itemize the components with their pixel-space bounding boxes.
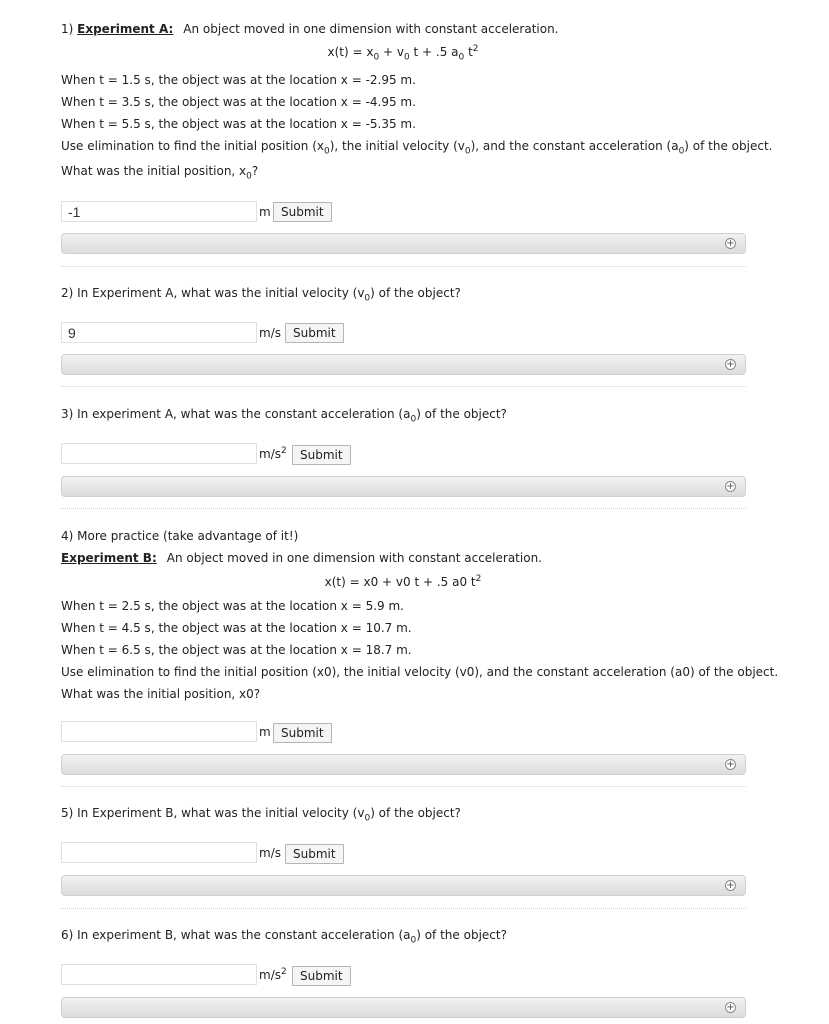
q4-unit: m: [259, 725, 271, 739]
q6-question: 6) In experiment B, what was the constant acceleration $(a_0)$ of the object?: [61, 928, 507, 946]
q4-question: What was the initial position, x0?: [61, 687, 261, 701]
q5-submit-button[interactable]: Submit: [285, 844, 344, 864]
q5-answer-input[interactable]: [61, 842, 257, 863]
q2-question: 2) In Experiment A, what was the initial velocity $(v_0)$ of the object?: [61, 286, 461, 304]
q1-question: What was the initial position, $x_0$?: [61, 164, 259, 182]
q4-intro-text: An object moved in one dimension with constant acceleration.: [166, 551, 542, 565]
q4-equation: x(t) = x0 + v0 t + .5 a0 $t^2$: [324, 574, 482, 589]
q4-heading: 4) More practice (take advantage of it!): [61, 529, 299, 543]
q4-observation: When t = 4.5 s, the object was at the location x = 10.7 m.: [61, 621, 412, 635]
q1-submit-button[interactable]: Submit: [273, 202, 332, 222]
plus-circle-icon[interactable]: +: [726, 1002, 735, 1013]
divider: [61, 386, 746, 387]
q1-instructions: Use elimination to find the initial position $(x_0)$, the initial velocity $(v_0)$, and the constant acceleration $(a_0)$ of the object.: [61, 139, 773, 157]
plus-circle-icon[interactable]: +: [726, 759, 735, 770]
q2-submit-button[interactable]: Submit: [285, 323, 344, 343]
q3-answer-input[interactable]: [61, 443, 257, 464]
divider: [61, 908, 746, 909]
q5-question: 5) In Experiment B, what was the initial velocity $(v_0)$ of the object?: [61, 806, 461, 824]
q1-equation: $x(t) = x_0 + v_0$ t + .5 $a_0$ $t^2$: [327, 44, 479, 63]
q6-answer-input[interactable]: [61, 964, 257, 985]
experiment-b-label: Experiment B:: [61, 551, 157, 565]
plus-circle-icon[interactable]: +: [726, 481, 735, 492]
q5-unit: m/s: [259, 846, 281, 860]
plus-circle-icon[interactable]: +: [726, 238, 735, 249]
q1-feedback-bar[interactable]: [61, 233, 746, 254]
q3-submit-button[interactable]: Submit: [292, 445, 351, 465]
q1-intro-text: An object moved in one dimension with constant acceleration.: [183, 22, 559, 36]
q2-feedback-bar[interactable]: [61, 354, 746, 375]
q6-submit-button[interactable]: Submit: [292, 966, 351, 986]
q4-observation: When t = 6.5 s, the object was at the location x = 18.7 m.: [61, 643, 412, 657]
divider: [61, 786, 746, 787]
experiment-a-label: Experiment A:: [77, 22, 174, 36]
divider: [61, 266, 746, 267]
q1-unit: m: [259, 205, 271, 219]
plus-circle-icon[interactable]: +: [726, 880, 735, 891]
q4-submit-button[interactable]: Submit: [273, 723, 332, 743]
q4-instructions: Use elimination to find the initial position (x0), the initial velocity (v0), and the constant acceleration (a0) of the object.: [61, 665, 779, 679]
q1-observation: When t = 3.5 s, the object was at the location x = -4.95 m.: [61, 95, 416, 109]
q2-unit: m/s: [259, 326, 281, 340]
q1-observation: When t = 5.5 s, the object was at the location x = -5.35 m.: [61, 117, 416, 131]
q3-feedback-bar[interactable]: [61, 476, 746, 497]
q1-intro: [61, 22, 559, 36]
q3-question: 3) In experiment A, what was the constant acceleration $(a_0)$ of the object?: [61, 407, 507, 425]
q2-answer-input[interactable]: [61, 322, 257, 343]
q1-number: 1): [61, 22, 74, 36]
q6-feedback-bar[interactable]: [61, 997, 746, 1018]
q1-answer-input[interactable]: [61, 201, 257, 222]
q4-intro: [61, 551, 542, 565]
plus-circle-icon[interactable]: +: [726, 359, 735, 370]
q1-observation: When t = 1.5 s, the object was at the location x = -2.95 m.: [61, 73, 416, 87]
q4-answer-input[interactable]: [61, 721, 257, 742]
q3-unit: $m/s^2$: [259, 446, 287, 461]
q4-observation: When t = 2.5 s, the object was at the location x = 5.9 m.: [61, 599, 404, 613]
q5-feedback-bar[interactable]: [61, 875, 746, 896]
divider: [61, 508, 746, 509]
q6-unit: $m/s^2$: [259, 967, 287, 982]
q4-feedback-bar[interactable]: [61, 754, 746, 775]
